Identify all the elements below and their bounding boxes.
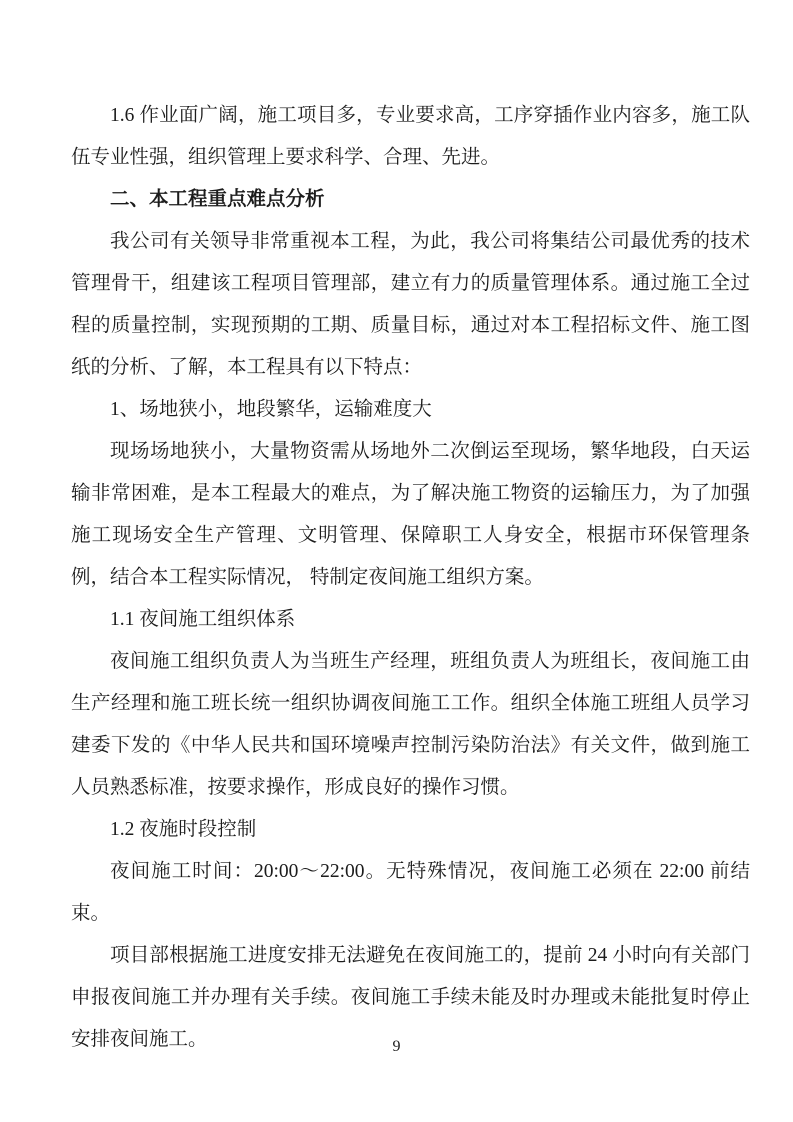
paragraph-company-overview: 我公司有关领导非常重视本工程，为此，我公司将集结公司最优秀的技术管理骨干，组建该工程项目管理部，建立有力的质量管理体系。通过施工全过程的质量控制，实现预期的工期、质量目标，通过对本工程招标文件、施工图纸的分析、了解，本工程具有以下特点： — [71, 231, 750, 378]
section-heading-key-difficulties: 二、本工程重点难点分析 — [110, 189, 325, 210]
subheading-night-org-system: 1.1 夜间施工组织体系 — [110, 609, 296, 630]
subheading-night-time-control: 1.2 夜施时段控制 — [110, 819, 257, 840]
paragraph-night-time: 夜间施工时间：20:00～22:00。无特殊情况，夜间施工必须在 22:00 前结束。 — [71, 861, 750, 924]
subheading-site-conditions: 1、场地狭小，地段繁华，运输难度大 — [110, 399, 432, 420]
page-content — [71, 95, 750, 1061]
page-footer — [0, 1036, 793, 1058]
paragraph-work-face: 1.6 作业面广阔，施工项目多，专业要求高，工序穿插作业内容多，施工队伍专业性强，组织管理上要求科学、合理、先进。 — [71, 105, 750, 168]
page-number: 9 — [392, 1038, 401, 1055]
paragraph-night-procedure: 项目部根据施工进度安排无法避免在夜间施工的，提前 24 小时向有关部门申报夜间施工并办理有关手续。夜间施工手续未能及时办理或未能批复时停止安排夜间施工。 — [71, 945, 750, 1050]
paragraph-site-transport: 现场场地狭小，大量物资需从场地外二次倒运至现场，繁华地段，白天运输非常困难，是本工程最大的难点，为了解决施工物资的运输压力，为了加强施工现场安全生产管理、文明管理、保障职工人身安全，根据市环保管理条例，结合本工程实际情况， 特制定夜间施工组织方案。 — [71, 441, 750, 588]
paragraph-night-org-detail: 夜间施工组织负责人为当班生产经理，班组负责人为班组长，夜间施工由生产经理和施工班长统一组织协调夜间施工工作。组织全体施工班组人员学习建委下发的《中华人民共和国环境噪声控制污染防治法》有关文件，做到施工人员熟悉标准，按要求操作，形成良好的操作习惯。 — [71, 651, 750, 798]
